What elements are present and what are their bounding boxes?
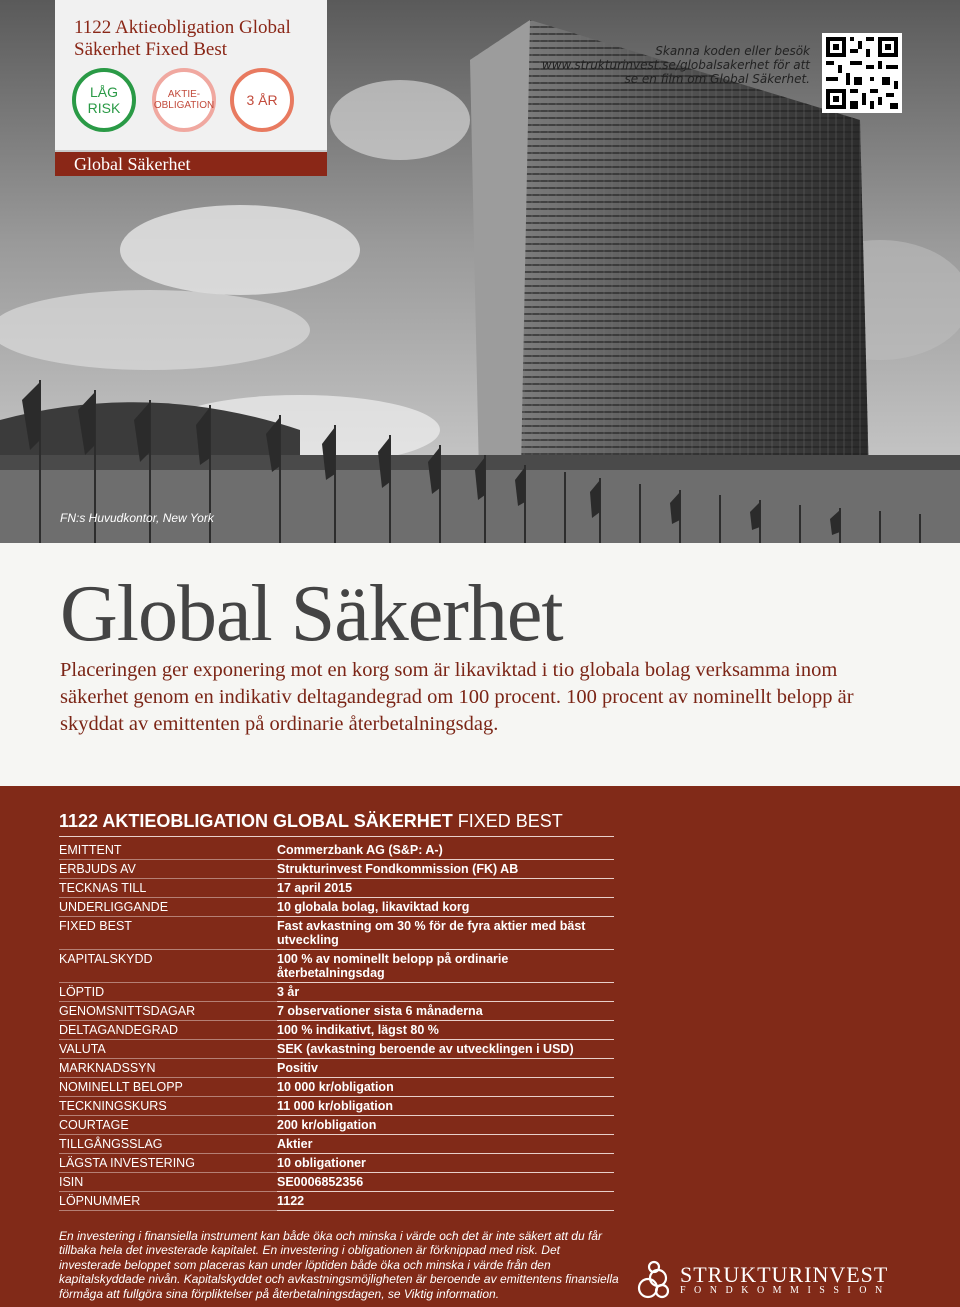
term-value: Commerzbank AG (S&P: A-) [277, 841, 614, 860]
term-value: 10 globala bolag, likaviktad korg [277, 898, 614, 917]
terms-row [59, 1021, 614, 1040]
qr-code-graphic [822, 33, 902, 113]
risk-disclaimer: En investering i finansiella instrument kan både öka och minska i värde och det är inte säkert att du får tillbaka hela det investerade kapitalet. En investering i obligationen är förknippad med risk. Det investerade beloppet som placeras kan under löptiden både öka och minska i värde från den kapitalskyddade nivån. Kapitalskyddet och avkastningsmöjligheten är beroende av emittentens finansiella förmåga att fullgöra sina förpliktelser på återbetalningsdagen, se Viktig information. [59, 1229, 619, 1301]
terms-row [59, 879, 614, 898]
terms-title-light: FIXED BEST [457, 811, 563, 831]
qr-code-icon[interactable] [822, 33, 902, 113]
terms-row [59, 1002, 614, 1021]
terms-row [59, 1173, 614, 1192]
term-key: GENOMSNITTSDAGAR [59, 1002, 277, 1021]
strukturinvest-logo [632, 1258, 922, 1302]
terms-divider [59, 836, 614, 837]
term-value: 3 år [277, 983, 614, 1002]
term-key: NOMINELLT BELOPP [59, 1078, 277, 1097]
term-value: Fast avkastning om 30 % för de fyra aktier med bäst utveckling [277, 917, 614, 950]
logo-rings-icon [632, 1258, 676, 1302]
product-info-box [55, 0, 327, 152]
term-key: LÖPNUMMER [59, 1192, 277, 1211]
terms-row [59, 1040, 614, 1059]
term-value: Aktier [277, 1135, 614, 1154]
risk-badge [72, 68, 136, 132]
terms-row [59, 898, 614, 917]
term-value: 100 % av nominellt belopp på ordinarie återbetalningsdag [277, 950, 614, 983]
term-value: 11 000 kr/obligation [277, 1097, 614, 1116]
term-key: ERBJUDS AV [59, 860, 277, 879]
term-value: 10 000 kr/obligation [277, 1078, 614, 1097]
term-key: EMITTENT [59, 841, 277, 860]
terms-row [59, 1154, 614, 1173]
term-value: Strukturinvest Fondkommission (FK) AB [277, 860, 614, 879]
term-key: ISIN [59, 1173, 277, 1192]
term-key: TECKNAS TILL [59, 879, 277, 898]
terms-row [59, 1059, 614, 1078]
term-key: KAPITALSKYDD [59, 950, 277, 983]
terms-title-bold: 1122 AKTIEOBLIGATION GLOBAL SÄKERHET [59, 811, 453, 831]
photo-caption: FN:s Huvudkontor, New York [60, 511, 214, 525]
term-badge [230, 68, 294, 132]
type-badge [152, 68, 216, 132]
term-key: FIXED BEST [59, 917, 277, 950]
term-key: COURTAGE [59, 1116, 277, 1135]
term-value: SEK (avkastning beroende av utvecklingen i USD) [277, 1040, 614, 1059]
lead-paragraph: Placeringen ger exponering mot en korg som är likaviktad i tio globala bolag verksamma inom säkerhet genom en indikativ deltagandegrad om 100 procent. 100 procent av nominellt belopp är skyddat av emittenten på ordinarie återbetalningsdag. [60, 659, 854, 735]
terms-row [59, 983, 614, 1002]
term-key: TECKNINGSKURS [59, 1097, 277, 1116]
term-value: 1122 [277, 1192, 614, 1211]
type-badge-label: AKTIE-OBLIGATION [153, 89, 215, 111]
term-value: Positiv [277, 1059, 614, 1078]
terms-row [59, 950, 614, 983]
term-value: 200 kr/obligation [277, 1116, 614, 1135]
terms-row [59, 917, 614, 950]
logo-name: STRUKTURINVEST [680, 1262, 889, 1287]
product-title: 1122 Aktieobligation Global Säkerhet Fixed Best [74, 17, 291, 60]
terms-row [59, 1116, 614, 1135]
term-badge-label: 3 ÅR [246, 92, 278, 108]
term-value: 10 obligationer [277, 1154, 614, 1173]
term-key: VALUTA [59, 1040, 277, 1059]
term-value: 7 observationer sista 6 månaderna [277, 1002, 614, 1021]
terms-row [59, 1097, 614, 1116]
terms-table [59, 841, 614, 1211]
page-title: Global Säkerhet [60, 570, 563, 658]
term-value: 17 april 2015 [277, 879, 614, 898]
term-key: MARKNADSSYN [59, 1059, 277, 1078]
terms-row [59, 1078, 614, 1097]
terms-row [59, 860, 614, 879]
term-key: LÄGSTA INVESTERING [59, 1154, 277, 1173]
term-key: LÖPTID [59, 983, 277, 1002]
product-tag: Global Säkerhet [74, 154, 191, 174]
term-key: TILLGÅNGSSLAG [59, 1135, 277, 1154]
scan-instruction: Skanna koden eller besök www.strukturinvest.se/globalsakerhet för att se en film om Global Säkerhet. [541, 44, 810, 86]
logo-subtitle: FONDKOMMISSION [680, 1285, 891, 1296]
terms-row [59, 841, 614, 860]
risk-badge-label: LÅG RISK [87, 84, 121, 116]
terms-row [59, 1135, 614, 1154]
term-value: 100 % indikativt, lägst 80 % [277, 1021, 614, 1040]
product-tag-bar [55, 152, 327, 176]
terms-row [59, 1192, 614, 1211]
term-key: UNDERLIGGANDE [59, 898, 277, 917]
terms-title [59, 811, 563, 832]
term-key: DELTAGANDEGRAD [59, 1021, 277, 1040]
term-value: SE0006852356 [277, 1173, 614, 1192]
